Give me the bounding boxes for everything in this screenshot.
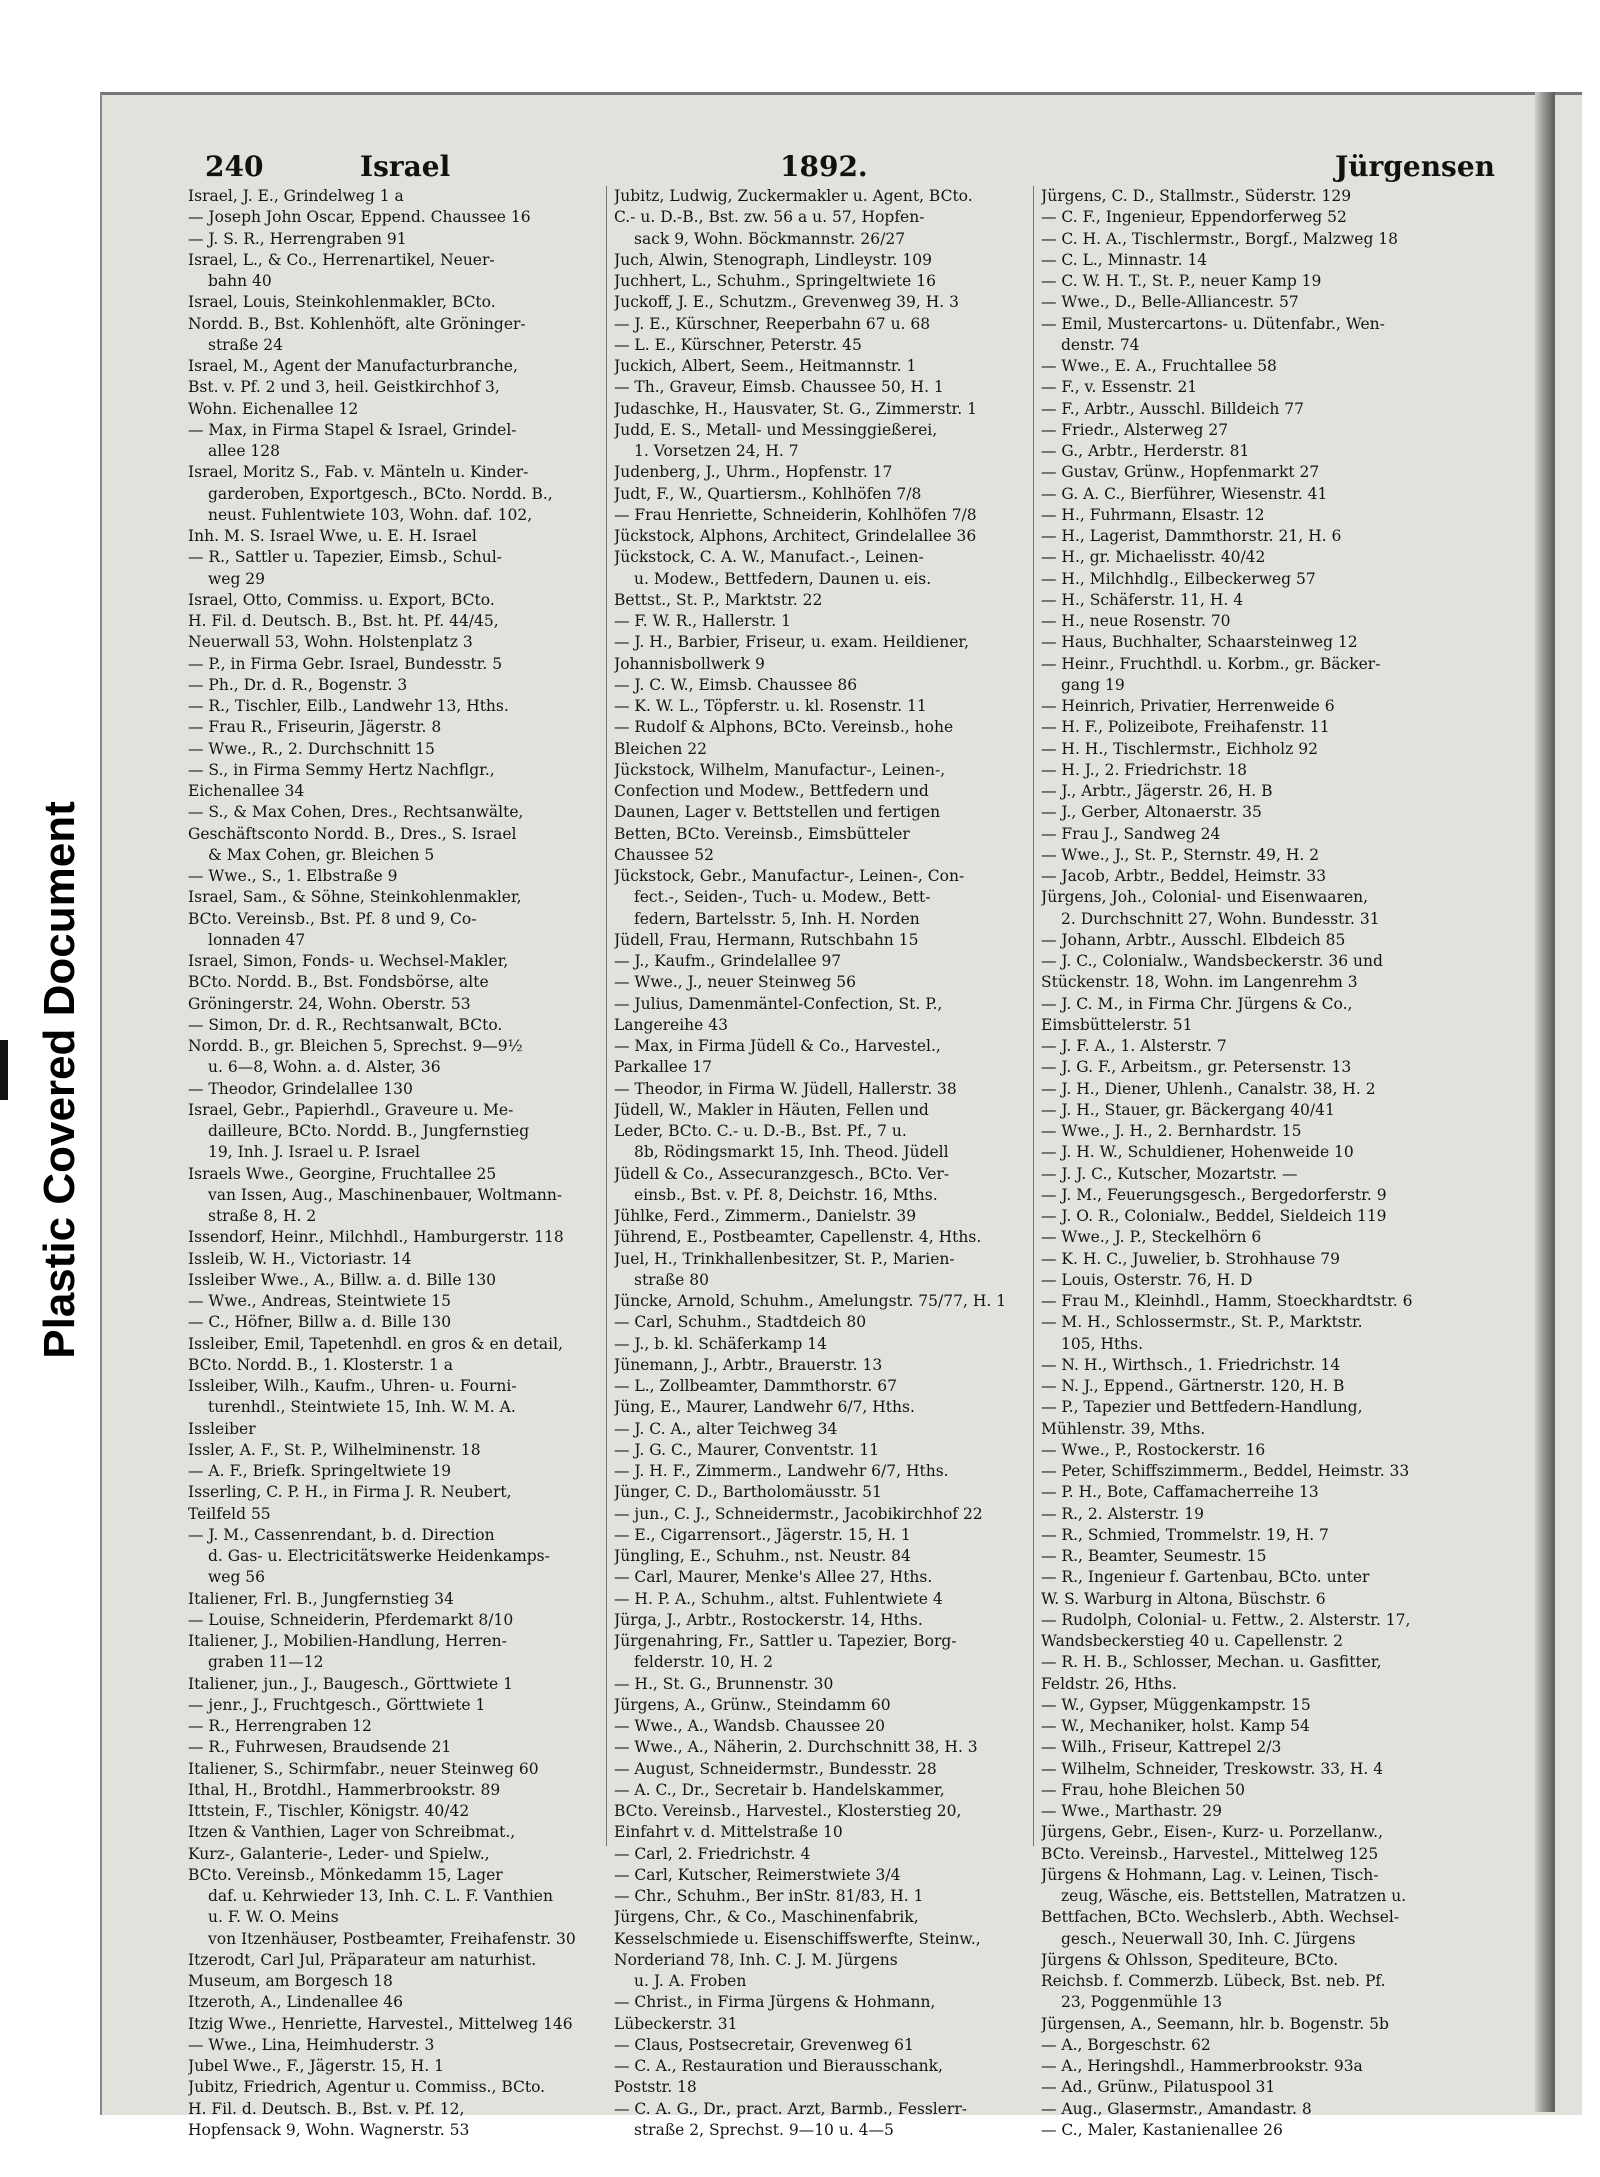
directory-entry-line: Einfahrt v. d. Mittelstraße 10 bbox=[614, 1823, 843, 1842]
directory-entry-line: — Louis, Osterstr. 76, H. D bbox=[1041, 1270, 1253, 1289]
directory-entry-line: — Wwe., A., Näherin, 2. Durchschnitt 38, H. 3 bbox=[614, 1738, 978, 1757]
directory-entry-line: — N. J., Eppend., Gärtnerstr. 120, H. B bbox=[1041, 1377, 1345, 1395]
directory-entry-line: — C., Maler, Kastanienallee 26 bbox=[1041, 2120, 1283, 2139]
directory-entry-line: — H., Schäferstr. 11, H. 4 bbox=[1041, 590, 1244, 609]
directory-entry-line: — G. A. C., Bierführer, Wiesenstr. 41 bbox=[1041, 484, 1328, 503]
directory-entry-line: Hopfensack 9, Wohn. Wagnerstr. 53 bbox=[188, 2120, 470, 2139]
directory-entry-line: allee 128 bbox=[208, 442, 281, 460]
directory-entry-line: H. Fil. d. Deutsch. B., Bst. v. Pf. 12, bbox=[188, 2099, 465, 2118]
directory-entry-line: federn, Bartelsstr. 5, Inh. H. Norden bbox=[634, 909, 920, 928]
directory-entry-line: Bettfachen, BCto. Wechslerb., Abth. Wechsel- bbox=[1041, 1908, 1400, 1927]
directory-entry-line: u. F. W. O. Meins bbox=[208, 1908, 339, 1927]
directory-entry-line: BCto. Vereinsb., Harvestel., Klosterstieg 20, bbox=[614, 1802, 962, 1820]
cover-strip bbox=[0, 0, 95, 2177]
directory-entry-line: H. Fil. d. Deutsch. B., Bst. ht. Pf. 44/45, bbox=[188, 612, 499, 630]
directory-entry-line: — Theodor, Grindelallee 130 bbox=[188, 1079, 413, 1098]
directory-entry-line: — Claus, Postsecretair, Grevenweg 61 bbox=[614, 2035, 914, 2054]
directory-entry-line: Jürgens, Gebr., Eisen-, Kurz- u. Porzellanw., bbox=[1041, 1823, 1384, 1842]
directory-entry-line: u. Modew., Bettfedern, Daunen u. eis. bbox=[634, 569, 932, 588]
directory-entry-line: Neuerwall 53, Wohn. Holstenplatz 3 bbox=[188, 633, 473, 652]
directory-entry-line: von Itzenhäuser, Postbeamter, Freihafenstr. 30 bbox=[208, 1929, 576, 1948]
directory-entry-line: Chaussee 52 bbox=[614, 845, 714, 864]
directory-entry-line: Jüdell & Co., Assecuranzgesch., BCto. Ver- bbox=[614, 1164, 950, 1183]
directory-entry-line: daf. u. Kehrwieder 13, Inh. C. L. F. Vanthien bbox=[208, 1887, 553, 1905]
directory-entry-line: — J. C., Colonialw., Wandsbeckerstr. 36 und bbox=[1041, 952, 1383, 970]
directory-entry-line: — Wwe., P., Rostockerstr. 16 bbox=[1041, 1440, 1266, 1459]
directory-entry-line: u. J. A. Froben bbox=[634, 1972, 747, 1990]
directory-entry-line: — Jacob, Arbtr., Beddel, Heimstr. 33 bbox=[1041, 867, 1327, 885]
directory-entry-line: — Th., Graveur, Eimsb. Chaussee 50, H. 1 bbox=[614, 378, 944, 397]
directory-entry-line: Israel, Louis, Steinkohlenmakler, BCto. bbox=[188, 293, 496, 312]
directory-entry-line: Israel, Moritz S., Fab. v. Mänteln u. Kinder- bbox=[188, 463, 529, 482]
directory-entry-line: Jürgens & Hohmann, Lag. v. Leinen, Tisch- bbox=[1041, 1865, 1379, 1884]
directory-entry-line: — L. E., Kürschner, Peterstr. 45 bbox=[614, 335, 862, 354]
column-divider bbox=[1033, 186, 1034, 1846]
directory-entry-line: 23, Poggenmühle 13 bbox=[1061, 1993, 1223, 2012]
directory-entry-line: — J. C. A., alter Teichweg 34 bbox=[614, 1419, 838, 1438]
directory-entry-line: — S., & Max Cohen, Dres., Rechtsanwälte, bbox=[188, 803, 524, 822]
directory-entry-line: Jürgensen, A., Seemann, hlr. b. Bogenstr. 5b bbox=[1041, 2014, 1389, 2033]
directory-entry-line: Leder, BCto. C.- u. D.-B., Bst. Pf., 7 u. bbox=[614, 1122, 907, 1140]
directory-entry-line: gang 19 bbox=[1061, 675, 1125, 694]
directory-entry-line: — J. H., Barbier, Friseur, u. exam. Heildiener, bbox=[614, 633, 970, 652]
directory-entry-line: — E., Cigarrensort., Jägerstr. 15, H. 1 bbox=[614, 1525, 911, 1544]
directory-entry-line: — Chr., Schuhm., Ber inStr. 81/83, H. 1 bbox=[614, 1887, 924, 1905]
directory-entry-line: — Ph., Dr. d. R., Bogenstr. 3 bbox=[188, 675, 408, 694]
directory-entry-line: Confection und Modew., Bettfedern und bbox=[614, 782, 929, 800]
directory-entry-line: Judd, E. S., Metall- und Messinggießerei, bbox=[614, 420, 938, 439]
directory-entry-line: — Peter, Schiffszimmerm., Beddel, Heimstr. 33 bbox=[1041, 1462, 1410, 1480]
directory-entry-line: 105, Hths. bbox=[1061, 1334, 1144, 1353]
directory-entry-line: — Rudolf & Alphons, BCto. Vereinsb., hohe bbox=[614, 718, 954, 737]
page-header bbox=[205, 150, 1495, 184]
directory-entry-line: & Max Cohen, gr. Bleichen 5 bbox=[208, 845, 435, 864]
directory-entry-line: — W., Gypser, Müggenkampstr. 15 bbox=[1041, 1695, 1311, 1714]
directory-entry-line: — R., Fuhrwesen, Braudsende 21 bbox=[188, 1738, 452, 1757]
directory-entry-line: Ithal, H., Brotdhl., Hammerbrookstr. 89 bbox=[188, 1780, 501, 1799]
directory-entry-line: Jürgens, A., Grünw., Steindamm 60 bbox=[614, 1695, 891, 1714]
directory-entry-line: weg 29 bbox=[208, 569, 266, 588]
directory-entry-line: Jürgens & Ohlsson, Spediteure, BCto. bbox=[1041, 1950, 1339, 1969]
directory-entry-line: — C. F., Ingenieur, Eppendorferweg 52 bbox=[1041, 208, 1347, 227]
directory-entry-line: Wohn. Eichenallee 12 bbox=[188, 399, 359, 418]
directory-column-2 bbox=[614, 186, 1029, 2141]
directory-entry-line: felderstr. 10, H. 2 bbox=[634, 1653, 773, 1672]
directory-entry-line: Israel, Gebr., Papierhdl., Graveure u. Me- bbox=[188, 1100, 514, 1119]
directory-entry-line: — H. P. A., Schuhm., altst. Fuhlentwiete 4 bbox=[614, 1589, 943, 1608]
directory-entry-line: — Wwe., Marthastr. 29 bbox=[1041, 1802, 1223, 1820]
directory-entry-line: — Wwe., Lina, Heimhuderstr. 3 bbox=[188, 2035, 435, 2054]
directory-entry-line: — C. L., Minnastr. 14 bbox=[1041, 250, 1208, 269]
directory-entry-line: — J. J. C., Kutscher, Mozartstr. — bbox=[1041, 1164, 1298, 1183]
directory-entry-line: neust. Fuhlentwiete 103, Wohn. daf. 102, bbox=[208, 505, 533, 524]
directory-entry-line: straße 2, Sprechst. 9—10 u. 4—5 bbox=[634, 2120, 894, 2139]
directory-entry-line: — K. H. C., Juwelier, b. Strohhause 79 bbox=[1041, 1249, 1340, 1268]
directory-entry-line: Itzig Wwe., Henriette, Harvestel., Mittelweg 146 bbox=[188, 2014, 573, 2033]
directory-entry-line: — H., Lagerist, Dammthorstr. 21, H. 6 bbox=[1041, 527, 1342, 545]
directory-entry-line: — P. H., Bote, Caffamacherreihe 13 bbox=[1041, 1483, 1319, 1502]
directory-entry-line: BCto. Nordd. B., Bst. Fondsbörse, alte bbox=[188, 973, 489, 992]
directory-entry-line: — J. M., Cassenrendant, b. d. Direction bbox=[188, 1525, 495, 1544]
directory-column-1 bbox=[188, 186, 603, 2141]
directory-entry-line: — F., v. Essenstr. 21 bbox=[1041, 378, 1198, 397]
directory-entry-line: Italiener, J., Mobilien-Handlung, Herren- bbox=[188, 1632, 507, 1650]
directory-entry-line: — Wilhelm, Schneider, Treskowstr. 33, H. 4 bbox=[1041, 1759, 1384, 1778]
cover-label: Plastic Covered Document bbox=[35, 801, 84, 1359]
directory-entry-line: gesch., Neuerwall 30, Inh. C. Jürgens bbox=[1061, 1929, 1356, 1948]
directory-entry-line: — J. G. F., Arbeitsm., gr. Petersenstr. 13 bbox=[1041, 1058, 1352, 1077]
directory-entry-line: Wandsbeckerstieg 40 u. Capellenstr. 2 bbox=[1041, 1632, 1343, 1650]
directory-entry-line: — J., b. kl. Schäferkamp 14 bbox=[614, 1334, 827, 1353]
directory-entry-line: 1. Vorsetzen 24, H. 7 bbox=[634, 442, 799, 460]
directory-entry-line: Lübeckerstr. 31 bbox=[614, 2014, 738, 2033]
directory-entry-line: 2. Durchschnitt 27, Wohn. Bundesstr. 31 bbox=[1061, 909, 1380, 928]
directory-entry-line: Jünemann, J., Arbtr., Brauerstr. 13 bbox=[614, 1355, 883, 1374]
directory-entry-line: Mühlenstr. 39, Mths. bbox=[1041, 1419, 1206, 1438]
cover-mark bbox=[0, 1040, 8, 1100]
directory-entry-line: Jückstock, Gebr., Manufactur-, Leinen-, Con- bbox=[614, 867, 965, 885]
directory-entry-line: — A. C., Dr., Secretair b. Handelskammer, bbox=[614, 1780, 945, 1799]
directory-entry-line: Jürgens, C. D., Stallmstr., Süderstr. 129 bbox=[1041, 187, 1352, 205]
directory-entry-line: — H. J., 2. Friedrichstr. 18 bbox=[1041, 760, 1248, 779]
directory-entry-line: — J. C. W., Eimsb. Chaussee 86 bbox=[614, 675, 858, 694]
directory-entry-line: — J. E., Kürschner, Reeperbahn 67 u. 68 bbox=[614, 314, 931, 333]
directory-entry-line: Eichenallee 34 bbox=[188, 782, 305, 800]
directory-entry-line: — R., Sattler u. Tapezier, Eimsb., Schul- bbox=[188, 548, 502, 567]
page-number: 240 bbox=[205, 150, 264, 183]
directory-entry-line: — Wwe., J., neuer Steinweg 56 bbox=[614, 973, 856, 992]
directory-entry-line: — Wwe., J. P., Steckelhörn 6 bbox=[1041, 1228, 1262, 1247]
directory-entry-line: Geschäftsconto Nordd. B., Dres., S. Israel bbox=[188, 824, 517, 843]
directory-entry-line: sack 9, Wohn. Böckmannstr. 26/27 bbox=[634, 229, 906, 248]
directory-entry-line: Jühlke, Ferd., Zimmerm., Danielstr. 39 bbox=[614, 1207, 917, 1225]
directory-entry-line: — jenr., J., Fruchtgesch., Görttwiete 1 bbox=[188, 1695, 486, 1714]
directory-entry-line: — Wwe., J. H., 2. Bernhardstr. 15 bbox=[1041, 1122, 1302, 1140]
directory-entry-line: — C., Höfner, Billw a. d. Bille 130 bbox=[188, 1313, 452, 1332]
directory-entry-line: — R., Ingenieur f. Gartenbau, BCto. unter bbox=[1041, 1568, 1370, 1587]
directory-entry-line: Jubitz, Ludwig, Zuckermakler u. Agent, BCto. bbox=[614, 187, 973, 205]
directory-entry-line: — Wwe., R., 2. Durchschnitt 15 bbox=[188, 739, 435, 758]
directory-entry-line: Bleichen 22 bbox=[614, 739, 707, 758]
directory-entry-line: Juckich, Albert, Seem., Heitmannstr. 1 bbox=[614, 357, 917, 375]
directory-entry-line: straße 8, H. 2 bbox=[208, 1207, 317, 1225]
directory-entry-line: Eimsbüttelerstr. 51 bbox=[1041, 1015, 1193, 1034]
directory-entry-line: Jückstock, Alphons, Architect, Grindelallee 36 bbox=[614, 527, 977, 545]
directory-entry-line: Norderiand 78, Inh. C. J. M. Jürgens bbox=[614, 1950, 898, 1969]
directory-entry-line: Parkallee 17 bbox=[614, 1058, 712, 1077]
directory-entry-line: — Wwe., D., Belle-Alliancestr. 57 bbox=[1041, 293, 1299, 312]
directory-entry-line: graben 11—12 bbox=[208, 1653, 324, 1672]
directory-entry-line: 19, Inh. J. Israel u. P. Israel bbox=[208, 1143, 421, 1162]
directory-entry-line: turenhdl., Steintwiete 15, Inh. W. M. A. bbox=[208, 1398, 516, 1417]
directory-entry-line: — C. W. H. T., St. P., neuer Kamp 19 bbox=[1041, 272, 1322, 290]
directory-entry-line: — A., Borgeschstr. 62 bbox=[1041, 2035, 1211, 2054]
directory-entry-line: Judt, F., W., Quartiersm., Kohlhöfen 7/8 bbox=[614, 484, 922, 503]
directory-entry-line: — Haus, Buchhalter, Schaarsteinweg 12 bbox=[1041, 633, 1358, 652]
directory-entry-line: — Louise, Schneiderin, Pferdemarkt 8/10 bbox=[188, 1610, 514, 1629]
directory-entry-line: — Friedr., Alsterweg 27 bbox=[1041, 420, 1229, 439]
directory-entry-line: — H., St. G., Brunnenstr. 30 bbox=[614, 1674, 834, 1693]
directory-entry-line: Italiener, jun., J., Baugesch., Görttwiete 1 bbox=[188, 1674, 514, 1693]
directory-entry-line: Issendorf, Heinr., Milchhdl., Hamburgerstr. 118 bbox=[188, 1228, 564, 1247]
directory-entry-line: Kesselschmiede u. Eisenschiffswerfte, Steinw., bbox=[614, 1929, 981, 1948]
directory-entry-line: Jubel Wwe., F., Jägerstr. 15, H. 1 bbox=[188, 2057, 444, 2075]
directory-entry-line: — Wwe., E. A., Fruchtallee 58 bbox=[1041, 357, 1277, 375]
directory-entry-line: Jünger, C. D., Bartholomäusstr. 51 bbox=[614, 1483, 882, 1502]
directory-entry-line: Jürga, J., Arbtr., Rostockerstr. 14, Hths. bbox=[614, 1610, 923, 1629]
directory-entry-line: — Frau R., Friseurin, Jägerstr. 8 bbox=[188, 718, 442, 737]
directory-entry-line: Poststr. 18 bbox=[614, 2078, 697, 2097]
directory-entry-line: Jüdell, W., Makler in Häuten, Fellen und bbox=[614, 1100, 929, 1119]
directory-entry-line: Juchhert, L., Schuhm., Springeltwiete 16 bbox=[614, 272, 936, 290]
directory-entry-line: — H., neue Rosenstr. 70 bbox=[1041, 612, 1231, 630]
directory-entry-line: — Carl, Kutscher, Reimerstwiete 3/4 bbox=[614, 1865, 901, 1884]
directory-entry-line: BCto. Vereinsb., Mönkedamm 15, Lager bbox=[188, 1865, 503, 1884]
directory-entry-line: Jückstock, C. A. W., Manufact.-, Leinen- bbox=[614, 548, 924, 567]
directory-entry-line: 8b, Rödingsmarkt 15, Inh. Theod. Jüdell bbox=[634, 1143, 949, 1162]
directory-entry-line: — Wwe., J., St. P., Sternstr. 49, H. 2 bbox=[1041, 845, 1320, 864]
directory-entry-line: Issleiber Wwe., A., Billw. a. d. Bille 130 bbox=[188, 1270, 497, 1289]
directory-entry-line: fect.-, Seiden-, Tuch- u. Modew., Bett- bbox=[634, 888, 931, 907]
directory-entry-line: — P., in Firma Gebr. Israel, Bundesstr. 5 bbox=[188, 654, 503, 673]
directory-entry-line: Isserling, C. P. H., in Firma J. R. Neubert, bbox=[188, 1483, 512, 1502]
directory-entry-line: — August, Schneidermstr., Bundesstr. 28 bbox=[614, 1759, 937, 1778]
directory-entry-line: straße 24 bbox=[208, 335, 284, 354]
header-year: 1892. bbox=[780, 150, 868, 183]
directory-entry-line: Issler, A. F., St. P., Wilhelminenstr. 18 bbox=[188, 1440, 481, 1459]
directory-entry-line: Jüncke, Arnold, Schuhm., Amelungstr. 75/77, H. 1 bbox=[614, 1292, 1007, 1310]
directory-entry-line: Feldstr. 26, Hths. bbox=[1041, 1674, 1177, 1693]
directory-entry-line: — Wwe., Andreas, Steintwiete 15 bbox=[188, 1292, 451, 1310]
directory-entry-line: — Carl, 2. Friedrichstr. 4 bbox=[614, 1844, 811, 1863]
directory-entry-line: Jüngling, E., Schuhm., nst. Neustr. 84 bbox=[614, 1547, 911, 1565]
directory-entry-line: BCto. Vereinsb., Bst. Pf. 8 und 9, Co- bbox=[188, 909, 477, 928]
directory-entry-line: — Joseph John Oscar, Eppend. Chaussee 16 bbox=[188, 208, 531, 227]
directory-entry-line: — H., gr. Michaelisstr. 40/42 bbox=[1041, 548, 1266, 567]
directory-entry-line: — Wilh., Friseur, Kattrepel 2/3 bbox=[1041, 1738, 1282, 1757]
directory-entry-line: — J. G. C., Maurer, Conventstr. 11 bbox=[614, 1440, 880, 1459]
directory-entry-line: einsb., Bst. v. Pf. 8, Deichstr. 16, Mths. bbox=[634, 1185, 938, 1204]
directory-entry-line: Juckoff, J. E., Schutzm., Grevenweg 39, H. 3 bbox=[614, 293, 959, 312]
directory-entry-line: — R., Schmied, Trommelstr. 19, H. 7 bbox=[1041, 1525, 1329, 1544]
directory-entry-line: Jubitz, Friedrich, Agentur u. Commiss., BCto. bbox=[188, 2078, 546, 2097]
directory-entry-line: Juel, H., Trinkhallenbesitzer, St. P., Marien- bbox=[614, 1249, 955, 1268]
directory-entry-line: Gröningerstr. 24, Wohn. Oberstr. 53 bbox=[188, 994, 471, 1013]
directory-entry-line: weg 56 bbox=[208, 1568, 266, 1587]
directory-entry-line: Italiener, Frl. B., Jungfernstieg 34 bbox=[188, 1589, 454, 1608]
directory-entry-line: — Max, in Firma Stapel & Israel, Grindel- bbox=[188, 420, 517, 439]
directory-entry-line: — C. A., Restauration und Bierausschank, bbox=[614, 2057, 943, 2075]
directory-entry-line: — Wwe., S., 1. Elbstraße 9 bbox=[188, 867, 398, 885]
directory-entry-line: — Frau, hohe Bleichen 50 bbox=[1041, 1780, 1246, 1799]
directory-entry-line: — A. F., Briefk. Springeltwiete 19 bbox=[188, 1462, 452, 1480]
directory-entry-line: — Wwe., A., Wandsb. Chaussee 20 bbox=[614, 1717, 885, 1735]
directory-entry-line: — Emil, Mustercartons- u. Dütenfabr., Wen- bbox=[1041, 314, 1385, 333]
directory-entry-line: Issleiber, Emil, Tapetenhdl. en gros & en detail, bbox=[188, 1334, 563, 1353]
directory-entry-line: Issleiber, Wilh., Kaufm., Uhren- u. Fourni- bbox=[188, 1377, 517, 1395]
directory-entry-line: Judaschke, H., Hausvater, St. G., Zimmerstr. 1 bbox=[614, 399, 977, 418]
directory-entry-line: Jüdell, Frau, Hermann, Rutschbahn 15 bbox=[614, 930, 919, 949]
directory-entry-line: d. Gas- u. Electricitätswerke Heidenkamps- bbox=[208, 1547, 550, 1565]
directory-entry-line: Jührend, E., Postbeamter, Capellenstr. 4, Hths. bbox=[614, 1228, 982, 1247]
directory-entry-line: Judenberg, J., Uhrm., Hopfenstr. 17 bbox=[614, 463, 893, 482]
directory-entry-line: — jun., C. J., Schneidermstr., Jacobikirchhof 22 bbox=[614, 1504, 983, 1523]
directory-entry-line: — C. H. A., Tischlermstr., Borgf., Malzweg 18 bbox=[1041, 229, 1399, 248]
directory-entry-line: Israel, M., Agent der Manufacturbranche, bbox=[188, 357, 518, 375]
directory-entry-line: Museum, am Borgesch 18 bbox=[188, 1972, 393, 1990]
directory-column-3 bbox=[1041, 186, 1456, 2141]
directory-entry-line: — H. H., Tischlermstr., Eichholz 92 bbox=[1041, 739, 1318, 758]
directory-entry-line: Israel, L., & Co., Herrenartikel, Neuer- bbox=[188, 250, 495, 269]
directory-entry-line: — Carl, Schuhm., Stadtdeich 80 bbox=[614, 1313, 867, 1332]
directory-entry-line: — Carl, Maurer, Menke's Allee 27, Hths. bbox=[614, 1568, 933, 1587]
directory-entry-line: — Julius, Damenmäntel-Confection, St. P., bbox=[614, 994, 943, 1013]
directory-entry-line: — M. H., Schlossermstr., St. P., Marktstr. bbox=[1041, 1313, 1363, 1332]
directory-entry-line: Nordd. B., Bst. Kohlenhöft, alte Gröninger- bbox=[188, 314, 526, 333]
directory-entry-line: — J. H., Stauer, gr. Bäckergang 40/41 bbox=[1041, 1100, 1335, 1119]
directory-entry-line: Jürgenahring, Fr., Sattler u. Tapezier, Borg- bbox=[614, 1632, 957, 1650]
directory-entry-line: — R., 2. Alsterstr. 19 bbox=[1041, 1504, 1204, 1523]
directory-entry-line: u. 6—8, Wohn. a. d. Alster, 36 bbox=[208, 1058, 441, 1077]
column-divider bbox=[606, 186, 607, 1846]
directory-entry-line: — F. W. R., Hallerstr. 1 bbox=[614, 612, 792, 630]
directory-entry-line: Kurz-, Galanterie-, Leder- und Spielw., bbox=[188, 1844, 490, 1863]
directory-entry-line: — S., in Firma Semmy Hertz Nachflgr., bbox=[188, 760, 495, 779]
directory-entry-line: dailleure, BCto. Nordd. B., Jungfernstieg bbox=[208, 1122, 530, 1140]
directory-entry-line: straße 80 bbox=[634, 1270, 710, 1289]
directory-entry-line: — J. O. R., Colonialw., Beddel, Sieldeich 119 bbox=[1041, 1207, 1387, 1225]
directory-entry-line: Israel, Sam., & Söhne, Steinkohlenmakler, bbox=[188, 888, 522, 907]
directory-entry-line: — Rudolph, Colonial- u. Fettw., 2. Alsterstr. 17, bbox=[1041, 1610, 1411, 1629]
directory-entry-line: — Theodor, in Firma W. Jüdell, Hallerstr. 38 bbox=[614, 1079, 957, 1098]
directory-entry-line: Itzeroth, A., Lindenallee 46 bbox=[188, 1993, 403, 2012]
page-edge bbox=[1535, 92, 1555, 2112]
directory-entry-line: BCto. Vereinsb., Harvestel., Mittelweg 125 bbox=[1041, 1844, 1379, 1863]
directory-entry-line: — R. H. B., Schlosser, Mechan. u. Gasfitter, bbox=[1041, 1653, 1382, 1672]
directory-entry-line: garderoben, Exportgesch., BCto. Nordd. B., bbox=[208, 484, 553, 503]
directory-entry-line: Issleiber bbox=[188, 1419, 256, 1438]
directory-entry-line: Jückstock, Wilhelm, Manufactur-, Leinen-, bbox=[614, 760, 946, 779]
directory-entry-line: — K. W. L., Töpferstr. u. kl. Rosenstr. 11 bbox=[614, 697, 927, 715]
directory-entry-line: denstr. 74 bbox=[1061, 335, 1140, 354]
directory-entry-line: — Gustav, Grünw., Hopfenmarkt 27 bbox=[1041, 463, 1320, 482]
header-right-word: Jürgensen bbox=[1334, 150, 1495, 183]
directory-entry-line: Bettst., St. P., Marktstr. 22 bbox=[614, 590, 823, 609]
directory-entry-line: — R., Herrengraben 12 bbox=[188, 1717, 372, 1735]
directory-entry-line: Daunen, Lager v. Bettstellen und fertigen bbox=[614, 803, 941, 822]
directory-entry-line: Ittstein, F., Tischler, Königstr. 40/42 bbox=[188, 1802, 470, 1820]
directory-entry-line: Israels Wwe., Georgine, Fruchtallee 25 bbox=[188, 1164, 497, 1183]
directory-entry-line: bahn 40 bbox=[208, 272, 272, 290]
directory-entry-line: Israel, J. E., Grindelweg 1 a bbox=[188, 187, 404, 205]
directory-entry-line: — R., Beamter, Seumestr. 15 bbox=[1041, 1547, 1267, 1565]
directory-entry-line: — J. H. W., Schuldiener, Hohenweide 10 bbox=[1041, 1143, 1354, 1162]
directory-entry-line: — J. S. R., Herrengraben 91 bbox=[188, 229, 407, 248]
directory-entry-line: — P., Tapezier und Bettfedern-Handlung, bbox=[1041, 1398, 1363, 1417]
directory-entry-line: — Frau J., Sandweg 24 bbox=[1041, 824, 1221, 843]
directory-entry-line: Reichsb. f. Commerzb. Lübeck, Bst. neb. Pf. bbox=[1041, 1972, 1386, 1990]
directory-entry-line: — H. F., Polizeibote, Freihafenstr. 11 bbox=[1041, 718, 1330, 737]
directory-entry-line: C.- u. D.-B., Bst. zw. 56 a u. 57, Hopfen- bbox=[614, 208, 925, 227]
directory-entry-line: W. S. Warburg in Altona, Büschstr. 6 bbox=[1041, 1589, 1326, 1608]
directory-entry-line: Jürgens, Chr., & Co., Maschinenfabrik, bbox=[614, 1908, 919, 1927]
directory-entry-line: Jürgens, Joh., Colonial- und Eisenwaaren, bbox=[1041, 888, 1369, 907]
directory-entry-line: Bst. v. Pf. 2 und 3, heil. Geistkirchhof 3, bbox=[188, 378, 500, 397]
directory-entry-line: — J. H. F., Zimmerm., Landwehr 6/7, Hths. bbox=[614, 1462, 949, 1480]
directory-entry-line: — J. M., Feuerungsgesch., Bergedorferstr. 9 bbox=[1041, 1185, 1387, 1204]
directory-entry-line: — Simon, Dr. d. R., Rechtsanwalt, BCto. bbox=[188, 1015, 503, 1034]
directory-entry-line: — G., Arbtr., Herderstr. 81 bbox=[1041, 442, 1250, 460]
directory-entry-line: — Frau M., Kleinhdl., Hamm, Stoeckhardtstr. 6 bbox=[1041, 1292, 1413, 1310]
directory-entry-line: — W., Mechaniker, holst. Kamp 54 bbox=[1041, 1717, 1310, 1735]
directory-entry-line: Betten, BCto. Vereinsb., Eimsbütteler bbox=[614, 824, 910, 843]
directory-entry-line: — Ad., Grünw., Pilatuspool 31 bbox=[1041, 2078, 1276, 2097]
directory-entry-line: — Christ., in Firma Jürgens & Hohmann, bbox=[614, 1993, 936, 2012]
directory-entry-line: Johannisbollwerk 9 bbox=[614, 654, 765, 673]
directory-entry-line: — F., Arbtr., Ausschl. Billdeich 77 bbox=[1041, 399, 1304, 418]
directory-entry-line: — J. H., Diener, Uhlenh., Canalstr. 38, H. 2 bbox=[1041, 1079, 1376, 1098]
directory-entry-line: — J., Gerber, Altonaerstr. 35 bbox=[1041, 803, 1262, 822]
directory-entry-line: — J. F. A., 1. Alsterstr. 7 bbox=[1041, 1037, 1227, 1055]
directory-entry-line: — Johann, Arbtr., Ausschl. Elbdeich 85 bbox=[1041, 930, 1346, 949]
directory-entry-line: Israel, Simon, Fonds- u. Wechsel-Makler, bbox=[188, 952, 509, 970]
directory-entry-line: Itzerodt, Carl Jul, Präparateur am naturhist. bbox=[188, 1950, 537, 1969]
directory-entry-line: Italiener, S., Schirmfabr., neuer Steinweg 60 bbox=[188, 1759, 539, 1778]
directory-entry-line: — Max, in Firma Jüdell & Co., Harvestel., bbox=[614, 1037, 941, 1055]
directory-entry-line: — L., Zollbeamter, Dammthorstr. 67 bbox=[614, 1377, 897, 1395]
directory-entry-line: — N. H., Wirthsch., 1. Friedrichstr. 14 bbox=[1041, 1355, 1341, 1374]
directory-entry-line: Issleib, W. H., Victoriastr. 14 bbox=[188, 1249, 412, 1268]
directory-entry-line: Stückenstr. 18, Wohn. im Langenrehm 3 bbox=[1041, 973, 1358, 992]
directory-entry-line: lonnaden 47 bbox=[208, 930, 306, 949]
directory-entry-line: BCto. Nordd. B., 1. Klosterstr. 1 a bbox=[188, 1355, 453, 1374]
directory-entry-line: Langereihe 43 bbox=[614, 1015, 728, 1034]
directory-entry-line: — H., Fuhrmann, Elsastr. 12 bbox=[1041, 505, 1265, 524]
directory-entry-line: van Issen, Aug., Maschinenbauer, Woltmann- bbox=[208, 1185, 563, 1204]
directory-entry-line: — J., Kaufm., Grindelallee 97 bbox=[614, 952, 842, 970]
directory-entry-line: — Heinr., Fruchthdl. u. Korbm., gr. Bäcker- bbox=[1041, 654, 1381, 673]
directory-entry-line: Inh. M. S. Israel Wwe, u. E. H. Israel bbox=[188, 527, 477, 545]
directory-entry-line: — H., Milchhdlg., Eilbeckerweg 57 bbox=[1041, 569, 1316, 588]
directory-entry-line: — Aug., Glasermstr., Amandastr. 8 bbox=[1041, 2099, 1312, 2118]
directory-entry-line: Jüng, E., Maurer, Landwehr 6/7, Hths. bbox=[614, 1398, 915, 1417]
directory-entry-line: Teilfeld 55 bbox=[188, 1504, 271, 1523]
directory-entry-line: — C. A. G., Dr., pract. Arzt, Barmb., Fesslerr- bbox=[614, 2099, 967, 2118]
directory-entry-line: — Frau Henriette, Schneiderin, Kohlhöfen 7/8 bbox=[614, 505, 977, 524]
directory-entry-line: Israel, Otto, Commiss. u. Export, BCto. bbox=[188, 590, 495, 609]
directory-entry-line: Itzen & Vanthien, Lager von Schreibmat., bbox=[188, 1823, 516, 1842]
directory-entry-line: — Heinrich, Privatier, Herrenweide 6 bbox=[1041, 697, 1335, 715]
directory-entry-line: — J., Arbtr., Jägerstr. 26, H. B bbox=[1041, 782, 1273, 800]
directory-entry-line: — J. C. M., in Firma Chr. Jürgens & Co., bbox=[1041, 994, 1353, 1013]
directory-entry-line: zeug, Wäsche, eis. Bettstellen, Matratzen u. bbox=[1061, 1887, 1407, 1905]
directory-entry-line: Nordd. B., gr. Bleichen 5, Sprechst. 9—9½ bbox=[188, 1037, 523, 1055]
directory-entry-line: — A., Heringshdl., Hammerbrookstr. 93a bbox=[1041, 2057, 1363, 2075]
directory-entry-line: — R., Tischler, Eilb., Landwehr 13, Hths. bbox=[188, 697, 509, 715]
header-left-word: Israel bbox=[360, 150, 451, 183]
directory-entry-line: Juch, Alwin, Stenograph, Lindleystr. 109 bbox=[614, 250, 932, 269]
